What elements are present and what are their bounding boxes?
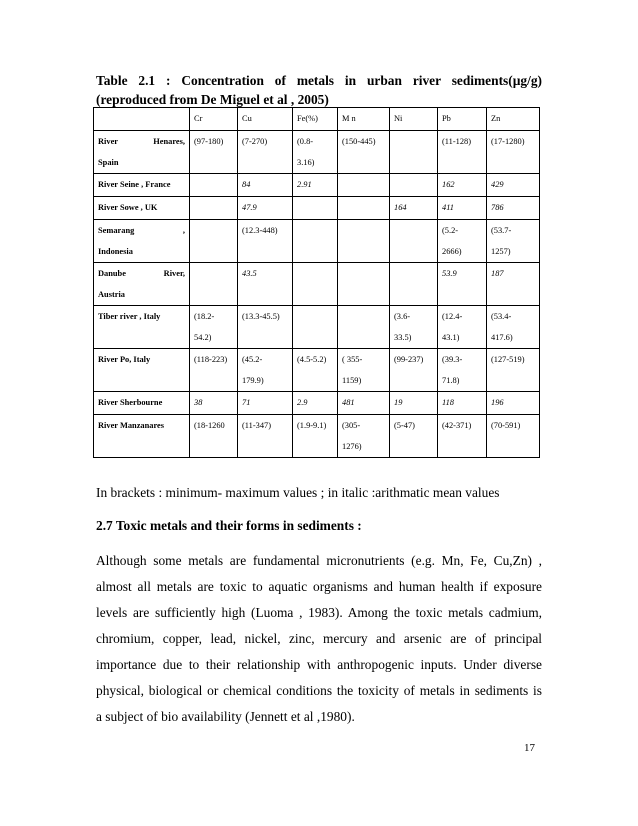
value-cell [293,263,338,306]
site-name-line: River Seine , France [98,180,171,189]
value-cell: ( 355- 1159) [338,349,390,392]
value-cell [390,263,438,306]
value-cell: 84 [238,174,293,197]
value-cell: (305- 1276) [338,415,390,458]
paragraph-line: a subject of bio availability (Jennett et al ,1980). [96,709,355,724]
paragraph-line: physical, biological or chemical conditions the toxicity of metals in sediments is [96,683,542,698]
value-cell: 786 [487,197,540,220]
page-number: 17 [524,742,535,754]
value-cell: (12.3-448) [238,220,293,263]
header-cell: M n [338,108,390,131]
value-cell: (45.2- 179.9) [238,349,293,392]
value-cell: (97-180) [190,131,238,174]
value-cell: 38 [190,392,238,415]
site-name-line: Indonesia [98,247,133,256]
value-cell: (70-591) [487,415,540,458]
value-cell: 53.9 [438,263,487,306]
value-cell: 411 [438,197,487,220]
site-cell [94,174,190,197]
table-row [94,263,540,306]
site-cell [94,306,190,349]
site-name-line: Austria [98,290,125,299]
body-paragraph [96,548,542,730]
header-cell: Cr [190,108,238,131]
site-name-line: Spain [98,158,119,167]
value-cell: (13.3-45.5) [238,306,293,349]
site-name-line: Tiber river , Italy [98,312,161,321]
value-cell: (150-445) [338,131,390,174]
value-cell: (18-1260 [190,415,238,458]
value-cell [190,220,238,263]
site-name-line: Danube River, [98,269,185,278]
value-cell: (127-519) [487,349,540,392]
table-row [94,306,540,349]
site-cell [94,263,190,306]
section-heading: 2.7 Toxic metals and their forms in sediments : [96,518,362,533]
value-cell: 196 [487,392,540,415]
header-cell: Cu [238,108,293,131]
value-cell [190,174,238,197]
value-cell: 187 [487,263,540,306]
value-cell [390,131,438,174]
value-cell [338,197,390,220]
site-cell [94,220,190,263]
value-cell: (53.4- 417.6) [487,306,540,349]
table-header-row [94,108,540,131]
table-note: In brackets : minimum- maximum values ; in italic :arithmatic mean values [96,485,500,500]
value-cell: (53.7- 1257) [487,220,540,263]
table-row [94,220,540,263]
table-row [94,415,540,458]
table-row [94,349,540,392]
table-body [94,131,540,458]
value-cell: (17-1280) [487,131,540,174]
site-name-line: River Sherbourne [98,398,163,407]
value-cell [293,197,338,220]
table-row [94,197,540,220]
table-row [94,131,540,174]
value-cell: (18.2- 54.2) [190,306,238,349]
value-cell: 429 [487,174,540,197]
paragraph-line: almost all metals are toxic to aquatic organisms and human health if exposure [96,579,542,594]
table-caption [96,71,542,109]
site-name-line: River Manzanares [98,421,164,430]
value-cell: 2.91 [293,174,338,197]
table-row [94,174,540,197]
value-cell [390,174,438,197]
value-cell: (4.5-5.2) [293,349,338,392]
value-cell: 164 [390,197,438,220]
value-cell: (11-347) [238,415,293,458]
value-cell: 43.5 [238,263,293,306]
caption-line-2: (reproduced from De Miguel et al , 2005) [96,92,329,107]
paragraph-line: Although some metals are fundamental micronutrients (e.g. Mn, Fe, Cu,Zn) , [96,553,542,568]
value-cell [293,220,338,263]
value-cell [190,263,238,306]
site-cell [94,349,190,392]
caption-line-1: Table 2.1 : Concentration of metals in urban river sediments(µg/g) [96,73,542,88]
value-cell: (7-270) [238,131,293,174]
value-cell [293,306,338,349]
metals-table [93,107,540,458]
site-name-line: Semarang , [98,226,185,235]
header-cell: Fe(%) [293,108,338,131]
site-cell [94,392,190,415]
value-cell [338,306,390,349]
value-cell: 19 [390,392,438,415]
paragraph-line: chromium, copper, lead, nickel, zinc, mercury and arsenic are of principal [96,631,542,646]
value-cell [338,174,390,197]
header-cell [94,108,190,131]
site-cell [94,415,190,458]
value-cell: (12.4- 43.1) [438,306,487,349]
value-cell [338,263,390,306]
value-cell: (5-47) [390,415,438,458]
site-name-line: River Sowe , UK [98,203,158,212]
paragraph-line: levels are sufficiently high (Luoma , 1983). Among the toxic metals cadmium, [96,605,542,620]
value-cell: (3.6- 33.5) [390,306,438,349]
value-cell: 71 [238,392,293,415]
value-cell: (11-128) [438,131,487,174]
value-cell: 481 [338,392,390,415]
header-cell: Pb [438,108,487,131]
value-cell: (5.2- 2666) [438,220,487,263]
value-cell: (1.9-9.1) [293,415,338,458]
value-cell [338,220,390,263]
value-cell [390,220,438,263]
value-cell: (99-237) [390,349,438,392]
value-cell: 47.9 [238,197,293,220]
header-cell: Zn [487,108,540,131]
value-cell: (39.3- 71.8) [438,349,487,392]
table-row [94,392,540,415]
site-cell [94,197,190,220]
site-name-line: River Po, Italy [98,355,151,364]
value-cell: (0.8- 3.16) [293,131,338,174]
value-cell: 118 [438,392,487,415]
header-cell: Ni [390,108,438,131]
value-cell: (42-371) [438,415,487,458]
site-cell [94,131,190,174]
value-cell: 2.9 [293,392,338,415]
paragraph-line: importance due to their relationship with anthropogenic inputs. Under diverse [96,657,542,672]
value-cell: 162 [438,174,487,197]
site-name-line: River Henares, [98,137,185,146]
value-cell [190,197,238,220]
value-cell: (118-223) [190,349,238,392]
